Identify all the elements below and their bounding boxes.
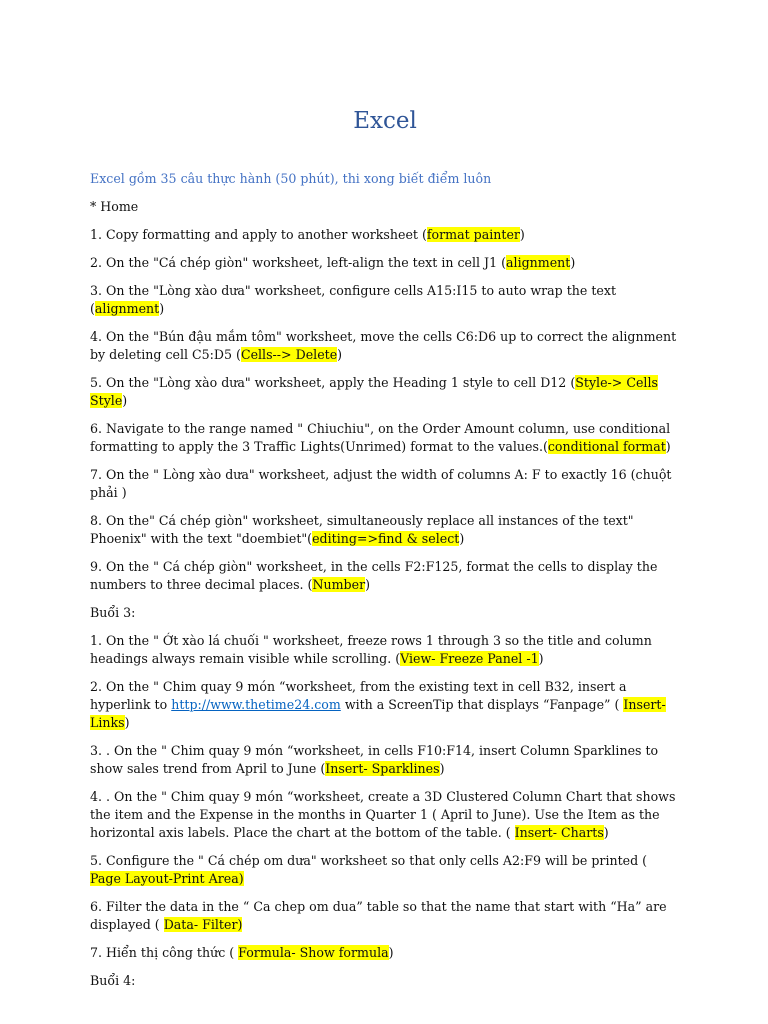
- item-text: 5. On the "Lòng xào dưa" worksheet, apply the Heading 1 style to cell D12 (: [90, 375, 576, 390]
- list-item-home-6: [90, 420, 680, 456]
- item-text: ): [365, 577, 371, 592]
- item-text: 2. On the "Cá chép giòn" worksheet, left-align the text in cell J1 (: [90, 255, 507, 270]
- list-item-home-7: [90, 466, 680, 502]
- list-item-buoi3-7: [90, 944, 680, 962]
- item-text: 4. . On the " Chim quay 9 món “worksheet, create a 3D Clustered Column Chart that shows the item and the Expense in the months in Quarter 1 ( April to June). Use the Item as the horizontal axis labels. Place the chart at the bottom of the table. (: [90, 789, 676, 840]
- highlight: Page Layout-Print Area): [90, 871, 244, 886]
- document-subtitle: Excel gồm 35 câu thực hành (50 phút), thi xong biết điểm luôn: [90, 171, 492, 186]
- highlight: Insert- Charts: [514, 825, 604, 840]
- list-item-home-1: [90, 226, 680, 244]
- item-text: 2. On the " Chim quay 9 món “worksheet, from the existing text in cell B32, insert a hyperlink to: [90, 679, 627, 712]
- item-text: ): [570, 255, 576, 270]
- item-text: 6. Navigate to the range named " Chiuchiu", on the Order Amount column, use conditional formatting to apply the 3 Traffic Lights(Unrimed) format to the values.(: [90, 421, 671, 454]
- highlight: format painter: [426, 227, 520, 242]
- highlight: conditional format: [547, 439, 666, 454]
- list-item-buoi3-1: [90, 632, 680, 668]
- highlight: View- Freeze Panel -1: [400, 651, 539, 666]
- item-text: ): [665, 439, 671, 454]
- item-text: ): [122, 393, 128, 408]
- section-heading-buoi-3: Buổi 3:: [90, 605, 136, 620]
- list-item-buoi3-6: [90, 898, 680, 934]
- highlight: Insert- Sparklines: [325, 761, 440, 776]
- item-text: ): [337, 347, 343, 362]
- list-item-buoi3-3: [90, 742, 680, 778]
- list-item-home-4: [90, 328, 680, 364]
- list-item-home-3: [90, 282, 680, 318]
- list-item-home-2: [90, 254, 680, 272]
- item-text: 8. On the" Cá chép giòn" worksheet, simultaneously replace all instances of the text" Phoenix" with the text "doembiet"(: [90, 513, 634, 546]
- highlight: Number: [312, 577, 366, 592]
- section-heading-buoi-4: Buổi 4:: [90, 973, 136, 988]
- item-text: 1. Copy formatting and apply to another worksheet (: [90, 227, 427, 242]
- item-text: 6. Filter the data in the “ Ca chep om dua” table so that the name that start with “Ha” are displayed (: [90, 899, 667, 932]
- item-text: 3. On the "Lòng xào dưa" worksheet, configure cells A15:I15 to auto wrap the text (: [90, 283, 617, 316]
- document-title: Excel: [353, 108, 417, 134]
- highlight: Data- Filter): [163, 917, 243, 932]
- highlight: alignment: [506, 255, 571, 270]
- list-item-home-8: [90, 512, 680, 548]
- document-body: [90, 198, 680, 1000]
- highlight: alignment: [94, 301, 160, 316]
- list-item-home-9: [90, 558, 680, 594]
- item-text: with a ScreenTip that displays “Fanpage” (: [340, 697, 624, 712]
- item-text: 7. On the " Lòng xào dưa" worksheet, adjust the width of columns A: F to exactly 16 (chuột phải ): [90, 467, 672, 500]
- highlight: editing=>find & select: [312, 531, 460, 546]
- highlight: Style-> Cells Style: [90, 375, 658, 408]
- item-text: 5. Configure the " Cá chép om dưa" worksheet so that only cells A2:F9 will be printed (: [90, 853, 648, 868]
- section-heading-home: * Home: [90, 199, 139, 214]
- item-text: 9. On the " Cá chép giòn" worksheet, in the cells F2:F125, format the cells to display the numbers to three decimal places. (: [90, 559, 658, 592]
- item-text: 4. On the "Bún đậu mắm tôm" worksheet, move the cells C6:D6 up to correct the alignment by deleting cell C5:D5 (: [90, 329, 677, 362]
- item-text: ): [159, 301, 165, 316]
- item-text: ): [388, 945, 394, 960]
- item-text: ): [519, 227, 525, 242]
- list-item-buoi3-4: [90, 788, 680, 842]
- list-item-buoi3-5: [90, 852, 680, 888]
- highlight: Formula- Show formula: [238, 945, 389, 960]
- list-item-home-5: [90, 374, 680, 410]
- hyperlink[interactable]: http://www.thetime24.com: [171, 697, 341, 712]
- highlight: Cells--> Delete: [240, 347, 338, 362]
- item-text: ): [538, 651, 544, 666]
- list-item-buoi3-2: [90, 678, 680, 732]
- item-text: ): [439, 761, 445, 776]
- item-text: ): [459, 531, 465, 546]
- item-text: ): [603, 825, 609, 840]
- item-text: 1. On the " Ớt xào lá chuối " worksheet, freeze rows 1 through 3 so the title and column headings always remain visible while scrolling. (: [90, 633, 652, 666]
- highlight: Insert- Links: [90, 697, 666, 730]
- item-text: 3. . On the " Chim quay 9 món “worksheet, in cells F10:F14, insert Column Sparklines to show sales trend from April to June (: [90, 743, 659, 776]
- item-text: 7. Hiển thị công thức (: [90, 945, 239, 960]
- item-text: ): [124, 715, 130, 730]
